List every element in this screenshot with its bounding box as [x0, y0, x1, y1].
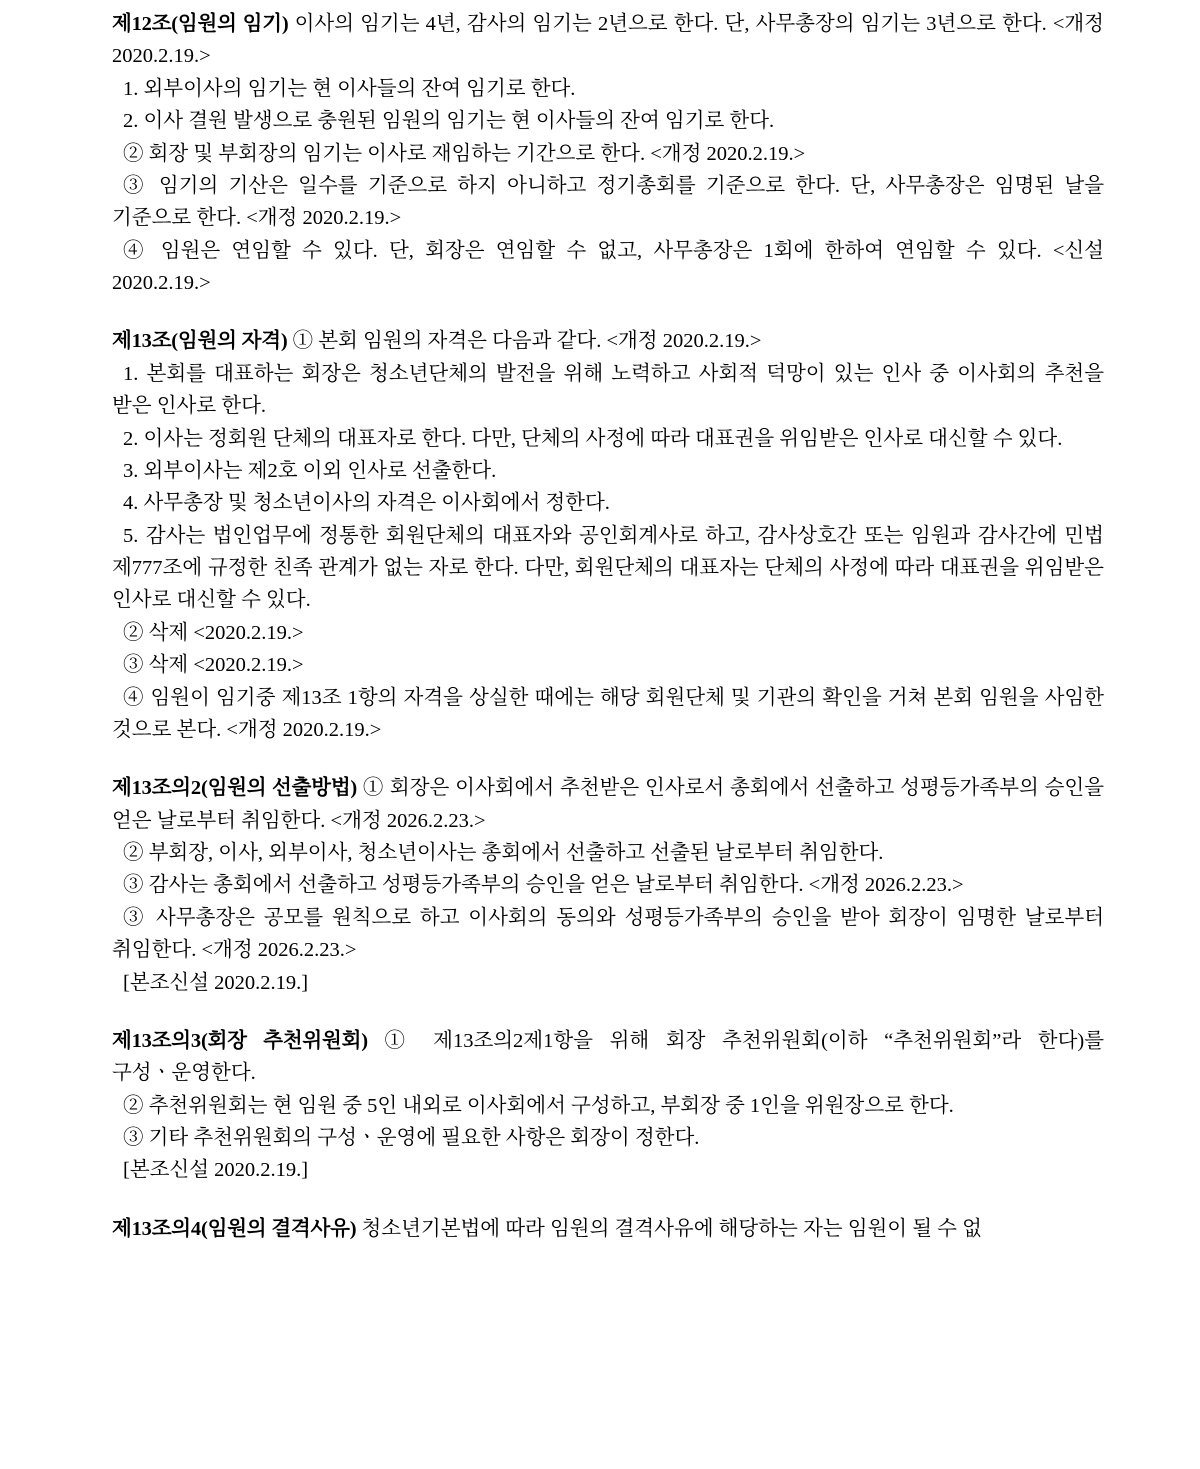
article-item: ② 삭제 <2020.2.19.> — [123, 621, 304, 644]
article-title: 제12조(임원의 임기) — [112, 13, 289, 35]
article-item: 2. 이사는 정회원 단체의 대표자로 한다. 다만, 단체의 사정에 따라 대표권을 위임받은 인사로 대신할 수 있다. — [123, 427, 1063, 450]
article-item: ④ 임원은 연임할 수 있다. 단, 회장은 연임할 수 없고, 사무총장은 1회에 한하여 연임할 수 있다. <신설 2020.2.19.> — [112, 239, 1104, 294]
article-item: ② 부회장, 이사, 외부이사, 청소년이사는 총회에서 선출하고 선출된 날로부터 취임한다. — [123, 842, 884, 864]
article-block — [112, 325, 1104, 746]
article-title: 제13조의3(회장 추천위원회) — [112, 1029, 368, 1052]
article-item: ② 회장 및 부회장의 임기는 이사로 재임하는 기간으로 한다. <개정 2020.2.19.> — [123, 142, 806, 165]
article-item: ③ 삭제 <2020.2.19.> — [123, 654, 304, 677]
article-block — [112, 1213, 1104, 1245]
article-item: ③ 감사는 총회에서 선출하고 성평등가족부의 승인을 얻은 날로부터 취임한다. <개정 2026.2.23.> — [123, 874, 964, 897]
article-item: ② 추천위원회는 현 임원 중 5인 내외로 이사회에서 구성하고, 부회장 중 1인을 위원장으로 한다. — [123, 1094, 954, 1117]
article-lead-text: 이사의 임기는 4년, 감사의 임기는 2년으로 한다. 단, 사무총장의 임기는 3년으로 한다. <개정 2020.2.19.> — [112, 13, 1104, 68]
article-item: ③ 기타 추천위원회의 구성ㆍ운영에 필요한 사항은 회장이 정한다. — [123, 1127, 700, 1149]
article-note: [본조신설 2020.2.19.] — [123, 1159, 309, 1182]
article-item: 5. 감사는 법인업무에 정통한 회원단체의 대표자와 공인회계사로 하고, 감사상호간 또는 임원과 감사간에 민법 제777조에 규정한 친족 관계가 없는 자로 한다. 다만, 회원단체의 대표자는 단체의 사정에 따라 대표권을 위임받은 인사로 대신할 수 있다. — [112, 524, 1104, 612]
article-heading-paragraph — [112, 8, 1104, 73]
article-lead-text: ① 회장은 이사회에서 추천받은 인사로서 총회에서 선출하고 성평등가족부의 승인을 얻은 날로부터 취임한다. <개정 2026.2.23.> — [112, 777, 1104, 832]
article-heading-paragraph — [112, 325, 1104, 357]
article-item: ③ 사무총장은 공모를 원칙으로 하고 이사회의 동의와 성평등가족부의 승인을 받아 회장이 임명한 날로부터 취임한다. <개정 2026.2.23.> — [112, 906, 1104, 962]
article-item: ④ 임원이 임기중 제13조 1항의 자격을 상실한 때에는 해당 회원단체 및 기관의 확인을 거쳐 본회 임원을 사임한 것으로 본다. <개정 2020.2.19.> — [112, 686, 1104, 741]
article-item: 2. 이사 결원 발생으로 충원된 임원의 임기는 현 이사들의 잔여 임기로 한다. — [123, 110, 775, 133]
article-block — [112, 8, 1104, 299]
article-title: 제13조(임원의 자격) — [112, 330, 288, 353]
article-lead-text: ① 본회 임원의 자격은 다음과 같다. <개정 2020.2.19.> — [287, 330, 762, 353]
article-item: 4. 사무총장 및 청소년이사의 자격은 이사회에서 정한다. — [123, 492, 610, 515]
article-title: 제13조의4(임원의 결격사유) — [112, 1217, 357, 1240]
article-lead-text: 청소년기본법에 따라 임원의 결격사유에 해당하는 자는 임원이 될 수 없 — [356, 1217, 982, 1240]
article-title: 제13조의2(임원의 선출방법) — [112, 777, 358, 800]
article-heading-paragraph — [112, 1025, 1104, 1090]
article-item: ③ 임기의 기산은 일수를 기준으로 하지 아니하고 정기총회를 기준으로 한다. 단, 사무총장은 임명된 날을 기준으로 한다. <개정 2020.2.19.> — [112, 174, 1104, 230]
article-block — [112, 772, 1104, 999]
article-heading-paragraph — [112, 1213, 1104, 1245]
article-block — [112, 1025, 1104, 1187]
article-item: 1. 본회를 대표하는 회장은 청소년단체의 발전을 위해 노력하고 사회적 덕망이 있는 인사 중 이사회의 추천을 받은 인사로 한다. — [112, 362, 1104, 418]
article-heading-paragraph — [112, 772, 1104, 837]
article-note: [본조신설 2020.2.19.] — [123, 971, 309, 994]
article-lead-text: ① 제13조의2제1항을 위해 회장 추천위원회(이하 “추천위원회”라 한다)를 구성ㆍ운영한다. — [112, 1029, 1105, 1085]
article-item: 1. 외부이사의 임기는 현 이사들의 잔여 임기로 한다. — [123, 77, 576, 100]
article-item: 3. 외부이사는 제2호 이외 인사로 선출한다. — [123, 459, 497, 482]
